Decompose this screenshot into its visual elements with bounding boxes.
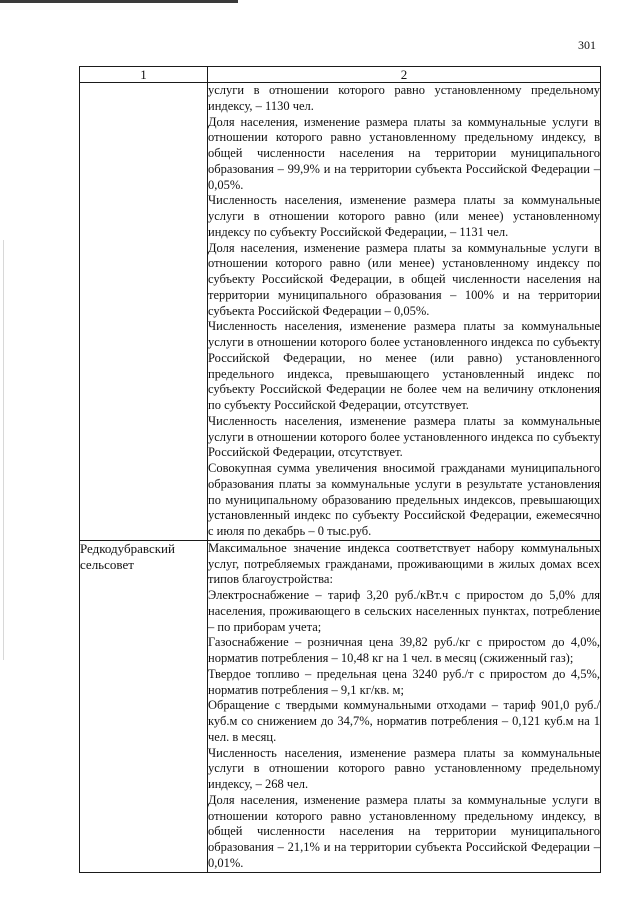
paragraph: Численность населения, изменение размера платы за коммунальные услуги в отношении которого более установленного индекса по субъекту Российской Федерации, отсутствует. <box>208 413 600 460</box>
column-header-1: 1 <box>80 67 208 83</box>
scan-edge-line <box>3 240 4 660</box>
row-name-cell: Редкодубравский сельсовет <box>80 540 208 872</box>
main-table <box>79 66 601 873</box>
paragraph: Численность населения, изменение размера платы за коммунальные услуги в отношении которого более установленного индекса по субъекту Российской Федерации, но менее (или равно) установленного предельного индекса, превышающего установленный индекс по субъекту Российской Федерации не более чем на величину отклонения по субъекту Российской Федерации, отсутствует. <box>208 319 600 412</box>
paragraph: Электроснабжение – тариф 3,20 руб./кВт.ч с приростом до 5,0% для населения, проживающего в сельских населенных пунктах, потребление – по приборам учета; <box>208 588 600 634</box>
paragraph: Твердое топливо – предельная цена 3240 руб./т с приростом до 4,5%, норматив потребления – 9,1 кг/кв. м; <box>208 666 600 697</box>
row-text-cell <box>208 540 601 872</box>
row-name-cell <box>80 83 208 541</box>
paragraph: Численность населения, изменение размера платы за коммунальные услуги в отношении которого равно установленному предельному индексу, – 268 чел. <box>208 745 600 791</box>
scan-top-bar <box>0 0 238 3</box>
column-header-2: 2 <box>208 67 601 83</box>
paragraph: Доля населения, изменение размера платы за коммунальные услуги в отношении которого равно установленному предельному индексу, в общей численности населения на территории муниципального образования – 21,1% и на территории субъекта Российской Федерации – 0,01%. <box>208 792 600 870</box>
paragraph: Доля населения, изменение размера платы за коммунальные услуги в отношении которого равно (или менее) установленному индексу по субъекту Российской Федерации, в общей численности населения на территории муниципального образования – 100% и на территории субъекта Российской Федерации – 0,05%. <box>208 240 600 318</box>
paragraph: Обращение с твердыми коммунальными отходами – тариф 901,0 руб./куб.м со снижением до 34,7%, норматив потребления – 0,121 куб.м на 1 чел. в месяц. <box>208 698 600 744</box>
paragraph: Газоснабжение – розничная цена 39,82 руб./кг с приростом до 4,0%, норматив потребления – 10,48 кг на 1 чел. в месяц (сжиженный газ); <box>208 635 600 665</box>
table-header-row <box>80 67 601 83</box>
row-text-cell <box>208 83 601 541</box>
table-row <box>80 83 601 541</box>
paragraph: Доля населения, изменение размера платы за коммунальные услуги в отношении которого равно установленному предельному индексу, в общей численности населения на территории муниципального образования – 99,9% и на территории субъекта Российской Федерации – 0,05%. <box>208 114 600 192</box>
paragraph: Максимальное значение индекса соответствует набору коммунальных услуг, потребляемых гражданами, проживающими в жилых домах всех типов благоустройства: <box>208 540 600 587</box>
paragraph: Численность населения, изменение размера платы за коммунальные услуги в отношении которого равно (или менее) установленному индексу по субъекту Российской Федерации, – 1131 чел. <box>208 193 600 239</box>
table-row <box>80 540 601 872</box>
page-number: 301 <box>578 38 596 52</box>
paragraph: Совокупная сумма увеличения вносимой гражданами муниципального образования платы за коммунальные услуги в результате установления по муниципальному образованию предельных индексов, превышающих установленный индекс по субъекту Российской Федерации, ежемесячно с июля по декабрь – 0 тыс.руб. <box>208 461 600 538</box>
paragraph: услуги в отношении которого равно установленному предельному индексу, – 1130 чел. <box>208 83 600 113</box>
